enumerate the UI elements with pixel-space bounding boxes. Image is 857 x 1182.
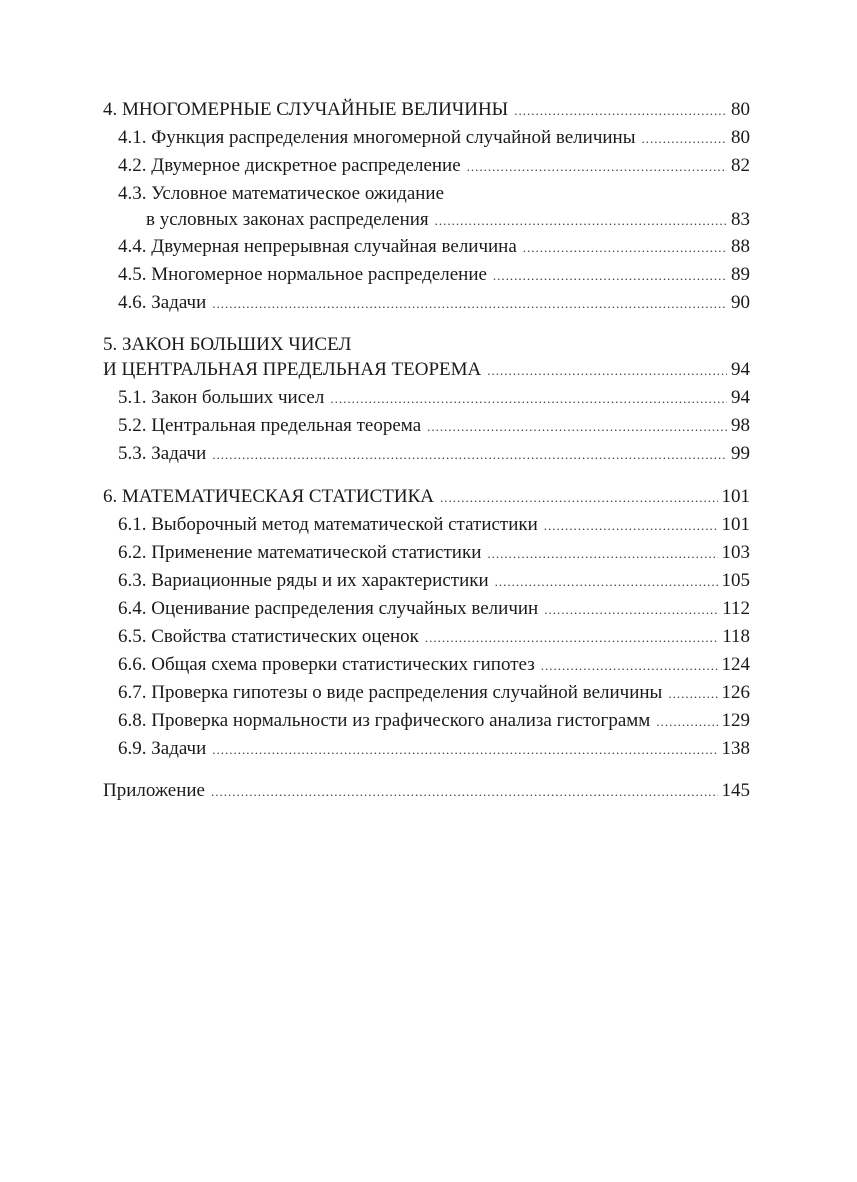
toc-section-title: 6.3. Вариационные ряды и их характеристики [118,570,489,591]
toc-page-number: 118 [722,626,750,647]
toc-section-5-2[interactable] [118,413,750,439]
toc-section-5-1[interactable] [118,385,750,411]
toc-section-title: 6.9. Задачи [118,738,207,759]
leader-dots [435,208,727,234]
toc-section-title: 6.2. Применение математической статистики [118,542,482,563]
toc-page-number: 112 [722,598,750,619]
toc-chapter-5-line1[interactable]: 5. ЗАКОН БОЛЬШИХ ЧИСЕЛ [103,334,352,355]
leader-dots [212,442,727,468]
toc-section-4-5[interactable] [118,262,750,288]
toc-section-5-3[interactable] [118,441,750,467]
leader-dots [656,709,717,735]
toc-section-title: 6.4. Оценивание распределения случайных величин [118,598,539,619]
toc-page-number: 138 [721,738,750,759]
toc-page-number: 98 [731,415,750,436]
toc-page-number: 80 [731,127,750,148]
toc-section-4-6[interactable] [118,290,750,316]
toc-section-title: в условных законах распределения [146,209,429,230]
leader-dots [544,513,718,539]
toc-chapter-title: 6. МАТЕМАТИЧЕСКАЯ СТАТИСТИКА [103,486,434,507]
toc-section-title: 6.1. Выборочный метод математической статистики [118,514,538,535]
toc-page-number: 88 [731,236,750,257]
leader-dots [440,485,718,511]
leader-dots [212,291,727,317]
toc-section-4-4[interactable] [118,234,750,260]
toc-section-6-5[interactable] [118,624,750,650]
toc-chapter-title: И ЦЕНТРАЛЬНАЯ ПРЕДЕЛЬНАЯ ТЕОРЕМА [103,359,482,380]
toc-section-6-4[interactable] [118,596,750,622]
toc-page-number: 101 [721,486,750,507]
toc-page-number: 89 [731,264,750,285]
leader-dots [211,779,718,805]
toc-chapter-6[interactable] [103,484,750,510]
toc-chapter-title: Приложение [103,780,205,801]
toc-section-6-7[interactable] [118,680,750,706]
toc-section-6-9[interactable] [118,736,750,762]
toc-section-6-1[interactable] [118,512,750,538]
toc-page-number: 83 [731,209,750,230]
toc-section-title: 5.2. Центральная предельная теорема [118,415,422,436]
toc-section-title: 6.7. Проверка гипотезы о виде распределения случайной величины [118,682,663,703]
leader-dots [330,386,727,412]
leader-dots [514,98,727,124]
leader-dots [541,653,718,679]
leader-dots [642,126,728,152]
leader-dots [523,235,727,261]
leader-dots [212,737,717,763]
toc-section-6-8[interactable] [118,708,750,734]
toc-page-number: 145 [721,780,750,801]
toc-page-number: 94 [731,359,750,380]
leader-dots [544,597,718,623]
leader-dots [487,541,717,567]
leader-dots [493,263,727,289]
toc-section-title: 4.5. Многомерное нормальное распределение [118,264,487,285]
toc-page-number: 90 [731,292,750,313]
toc-page-number: 99 [731,443,750,464]
toc-section-title: 4.1. Функция распределения многомерной случайной величины [118,127,636,148]
toc-section-6-2[interactable] [118,540,750,566]
toc-section-title: 6.5. Свойства статистических оценок [118,626,419,647]
toc-page-number: 126 [721,682,750,703]
leader-dots [467,154,727,180]
leader-dots [668,681,717,707]
toc-section-6-6[interactable] [118,652,750,678]
toc-section-title: 4.2. Двумерное дискретное распределение [118,155,461,176]
toc-section-title: 5.1. Закон больших чисел [118,387,325,408]
toc-section-6-3[interactable] [118,568,750,594]
toc-page-number: 94 [731,387,750,408]
toc-section-4-3[interactable] [146,207,750,233]
toc-page-number: 105 [721,570,750,591]
leader-dots [425,625,718,651]
toc-page-number: 103 [721,542,750,563]
toc-section-title: 4.4. Двумерная непрерывная случайная величина [118,236,517,257]
toc-section-4-1[interactable] [118,125,750,151]
leader-dots [427,414,727,440]
toc-section-4-3-line1[interactable]: 4.3. Условное математическое ожидание [118,183,445,204]
toc-section-title: 5.3. Задачи [118,443,207,464]
toc-section-title: 4.6. Задачи [118,292,207,313]
leader-dots [487,358,727,384]
toc-chapter-title: 4. МНОГОМЕРНЫЕ СЛУЧАЙНЫЕ ВЕЛИЧИНЫ [103,99,509,120]
toc-chapter-4[interactable] [103,97,750,123]
toc-section-title: 6.8. Проверка нормальности из графического анализа гистограмм [118,710,651,731]
leader-dots [495,569,718,595]
toc-appendix[interactable] [103,778,750,804]
toc-page-number: 101 [721,514,750,535]
toc-page-number: 129 [721,710,750,731]
toc-chapter-5[interactable] [103,357,750,383]
toc-page-number: 80 [731,99,750,120]
toc-section-title: 6.6. Общая схема проверки статистических гипотез [118,654,535,675]
toc-page-number: 82 [731,155,750,176]
toc-section-4-2[interactable] [118,153,750,179]
toc-page-number: 124 [721,654,750,675]
